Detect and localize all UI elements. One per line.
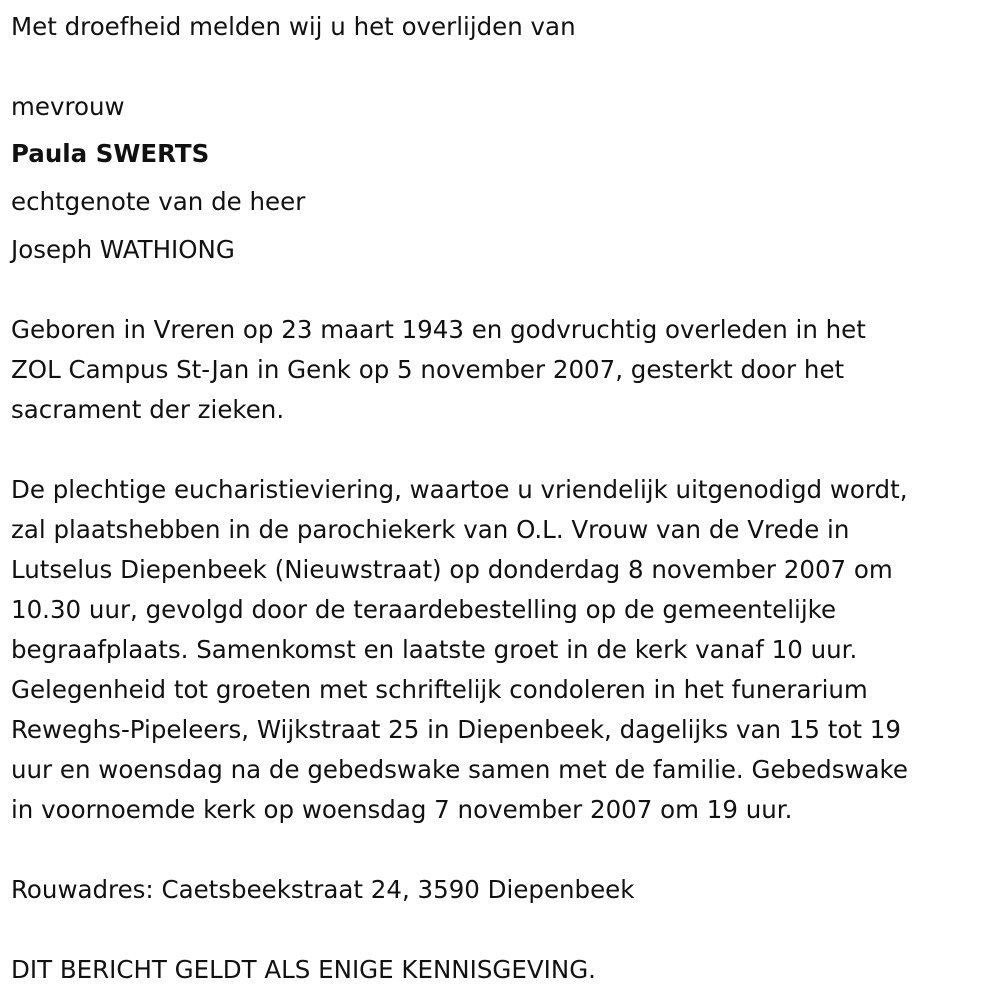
paragraph-line: uur en woensdag na de gebedswake samen met de familie. Gebedswake xyxy=(11,755,908,784)
paragraph-line: 10.30 uur, gevolgd door de teraardebestelling op de gemeentelijke xyxy=(11,595,837,624)
intro-text: Met droefheid melden wij u het overlijden van xyxy=(11,12,576,41)
paragraph-line: Reweghs-Pipeleers, Wijkstraat 25 in Diepenbeek, dagelijks van 15 tot 19 xyxy=(11,715,901,744)
deceased-name: Paula SWERTS xyxy=(11,139,210,168)
paragraph-line: Geboren in Vreren op 23 maart 1943 en godvruchtig overleden in het xyxy=(11,315,866,344)
paragraph-line: Gelegenheid tot groeten met schriftelijk condoleren in het funerarium xyxy=(11,675,868,704)
spouse-intro-text: echtgenote van de heer xyxy=(11,187,306,216)
closing-statement: DIT BERICHT GELDT ALS ENIGE KENNISGEVING. xyxy=(11,955,596,984)
paragraph-line: ZOL Campus St-Jan in Genk op 5 november 2007, gesterkt door het xyxy=(11,355,845,384)
paragraph-line: Lutselus Diepenbeek (Nieuwstraat) op donderdag 8 november 2007 om xyxy=(11,555,893,584)
ceremony-paragraph xyxy=(11,470,996,830)
paragraph-line: begraafplaats. Samenkomst en laatste groet in de kerk vanaf 10 uur. xyxy=(11,635,858,664)
honorific-title: mevrouw xyxy=(11,92,125,121)
paragraph-line: De plechtige eucharistieviering, waartoe u vriendelijk uitgenodigd wordt, xyxy=(11,475,908,504)
spouse-name: Joseph WATHIONG xyxy=(11,235,235,264)
mourning-address: Rouwadres: Caetsbeekstraat 24, 3590 Diepenbeek xyxy=(11,875,635,904)
birth-death-paragraph xyxy=(11,310,996,430)
paragraph-line: sacrament der zieken. xyxy=(11,395,285,424)
paragraph-line: zal plaatshebben in de parochiekerk van O.L. Vrouw van de Vrede in xyxy=(11,515,850,544)
paragraph-line: in voornoemde kerk op woensdag 7 november 2007 om 19 uur. xyxy=(11,795,793,824)
